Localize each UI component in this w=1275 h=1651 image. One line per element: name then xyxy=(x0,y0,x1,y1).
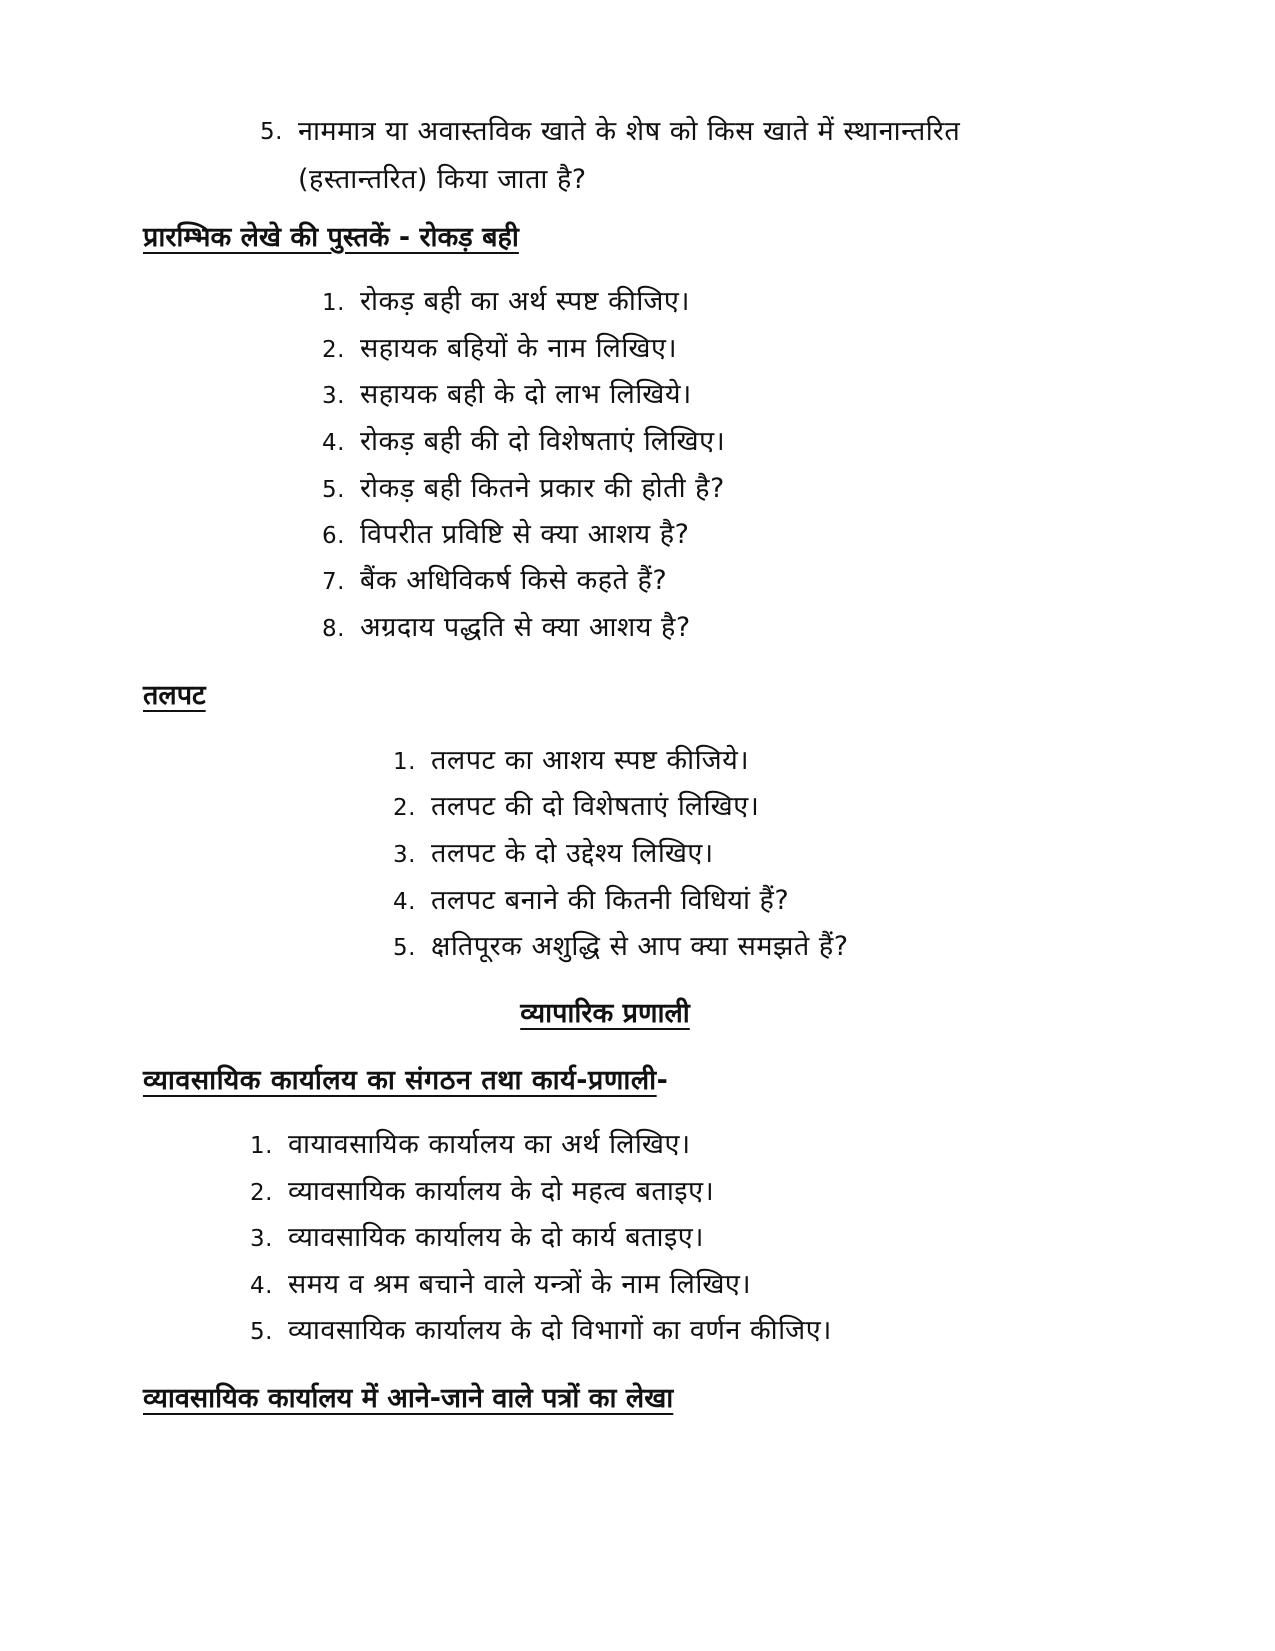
list-item: 8. अग्रदाय पद्धति से क्या आशय है? xyxy=(322,612,691,643)
list-item: 3. तलपट के दो उद्देश्य लिखिए। xyxy=(393,838,714,869)
list-item: 5. रोकड़ बही कितने प्रकार की होती है? xyxy=(322,473,725,504)
list-item: 7. बैंक अधिविकर्ष किसे कहते हैं? xyxy=(322,565,668,596)
list-item: 5. क्षतिपूरक अशुद्धि से आप क्या समझते हैं? xyxy=(393,931,849,962)
question-number: 5. xyxy=(260,119,283,145)
list-item: 2. व्यावसायिक कार्यालय के दो महत्व बताइए। xyxy=(250,1176,715,1207)
list-item: 3. व्यावसायिक कार्यालय के दो कार्य बताइए। xyxy=(250,1222,704,1253)
carryover-question xyxy=(260,108,1120,204)
list-item: 1. तलपट का आशय स्पष्ट कीजिये। xyxy=(393,745,750,776)
list-item: 4. तलपट बनाने की कितनी विधियां हैं? xyxy=(393,885,790,916)
list-item: 1. रोकड़ बही का अर्थ स्पष्ट कीजिए। xyxy=(322,286,691,317)
section-heading-cashbook: प्रारम्भिक लेखे की पुस्तकें - रोकड़ बही xyxy=(143,222,519,253)
section-heading-trialbalance: तलपट xyxy=(143,680,206,711)
section-heading-office: व्यावसायिक कार्यालय का संगठन तथा कार्य-प्रणाली- xyxy=(143,1065,669,1096)
list-item: 2. तलपट की दो विशेषताएं लिखिए। xyxy=(393,791,760,822)
list-item: 4. रोकड़ बही की दो विशेषताएं लिखिए। xyxy=(322,426,726,457)
question-text-line1: नाममात्र या अवास्तविक खाते के शेष को किस खाते में स्थानान्तरित xyxy=(298,116,961,147)
list-item: 2. सहायक बहियों के नाम लिखिए। xyxy=(322,333,678,364)
list-item: 5. व्यावसायिक कार्यालय के दो विभागों का वर्णन कीजिए। xyxy=(250,1315,832,1346)
list-item: 3. सहायक बही के दो लाभ लिखिये। xyxy=(322,379,692,410)
section-heading-letters: व्यावसायिक कार्यालय में आने-जाने वाले पत्रों का लेखा xyxy=(143,1383,674,1414)
list-item: 4. समय व श्रम बचाने वाले यन्त्रों के नाम लिखिए। xyxy=(250,1269,752,1300)
list-item: 6. विपरीत प्रविष्टि से क्या आशय है? xyxy=(322,519,690,550)
center-heading: व्यापारिक प्रणाली xyxy=(520,998,690,1029)
question-text-line2: (हस्तान्तरित) किया जाता है? xyxy=(298,164,587,195)
list-item: 1. वायावसायिक कार्यालय का अर्थ लिखिए। xyxy=(250,1129,691,1160)
